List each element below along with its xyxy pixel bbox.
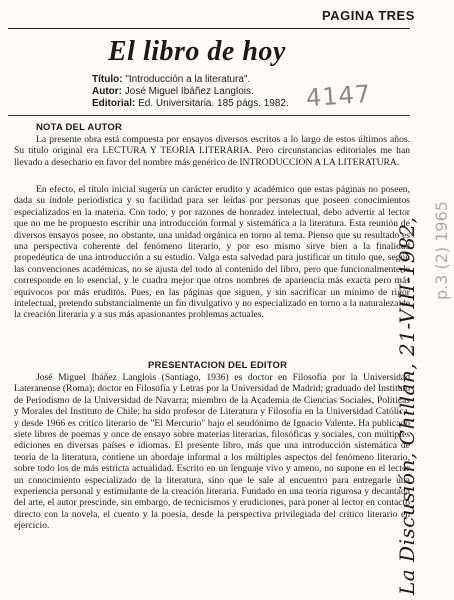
- author-note-text-2: En efecto, el título inicial sugería un carácter erudito y académico que estas páginas no poseen, dada su índole periodística y su facilidad para ser leídas por personas que poseen conocimientos especializados en la materia. Con todo, y por razones de honradez intelectual, debo advertir al lector que no me he propuesto escribir una introducción formal y sistemática a la literatura. Esta reunión de diversos ensayos posee, no obstante, una unidad orgánica en torno al tema. Pienso que su resultado es una perspectiva coherente del fenómeno literario, y por eso mismo sirve bien a la finalidad propedéutica de una introducción a su estudio. Valga esta salvedad para justificar un título que, según las convenciones académicas, no se ajusta del todo al contenido del libro, pero que funcionalmente le corresponde en lo esencial, y le cuadra mejor que otros nombres de apariencia más exacta pero más equívocos por más eruditos. Pues, en las páginas que siguen, y sin sacrificar un mínimo de rigor intelectual, pretendo substancialmente un fin divulgativo y no especializado en torno a la naturaleza de la creación literaria y a sus más apasionantes problemas actuales.: [14, 184, 410, 321]
- handwritten-source-annotation: La Discusión, Chillán, 21-VIII-1982,: [395, 216, 419, 595]
- book-editorial-key: Editorial:: [92, 98, 136, 109]
- book-author-value: José Miguel Ibáñez Langlois.: [124, 86, 254, 97]
- book-metadata: [92, 74, 289, 110]
- divider-rule: [8, 115, 410, 116]
- author-note-heading: NOTA DEL AUTOR: [36, 122, 123, 133]
- book-editorial-value: Ed. Universitaria. 185 págs. 1982.: [138, 98, 289, 109]
- author-note-paragraph-1: [14, 134, 410, 168]
- book-title-key: Título:: [92, 74, 123, 85]
- handwritten-page-annotation: p.3 (2) 1965: [432, 201, 451, 300]
- book-author-line: [92, 86, 289, 98]
- book-editorial-line: [92, 98, 289, 110]
- page-title: El libro de hoy: [108, 36, 286, 67]
- section-label: PAGINA TRES: [322, 8, 415, 23]
- handwritten-catalog-number: 4147: [305, 79, 372, 113]
- book-title-line: [92, 74, 289, 86]
- editor-presentation-heading: PRESENTACION DEL EDITOR: [148, 360, 288, 371]
- book-author-key: Autor:: [92, 86, 122, 97]
- editor-presentation-paragraph: [14, 372, 410, 532]
- author-note-text-1: La presente obra está compuesta por ensayos diversos escritos a lo largo de estos últimos años. Su título original era LECTURA Y TEORIA LITERARIA. Pero circunstancias editoriales me han llevado a desechario en favor del nombre más genérico de INTRODUCCION A LA LITERATURA.: [14, 134, 410, 168]
- top-rule: [8, 28, 410, 29]
- editor-presentation-text: José Miguel Ibáñez Langlois (Santiago, 1936) es doctor en Filosofía por la Universidad Lateranense (Roma); doctor en Filosofía y Letras por la Universidad de Madrid; graduado del Instituto de Periodismo de la Universidad de Navarra; miembro de la Academia de Ciencias Sociales, Políticas y Morales del Instituto de Chile; ha sido profesor de Literatura y Filosofía en la Universidad Católica, y desde 1966 es crítico literario de "El Mercurio" bajo el seudónimo de Ignacio Valente. Ha publicado siete libros de poemas y once de ensayo sobre materias literarias, filosóficas y sociales, con múltiples ediciones en diversas países e idiomas. El presente libro, más que una introducción sistemática de teoría de la literatura, contiene un abordaje informal a los múltiples aspectos del fenómeno literario, sobre todo los de más estricta actualidad. Escrito en un lenguaje vivo y ameno, no supone en el lector un conocimiento especializado de la literatura, sino que le sale al encuentro para entregarle una experiencia personal y estimulante de la creación literaria. Fundado en una teoría rigurosa y decantada del arte, el autor prescinde, sin embargo, de tecnicismos y erudiciones, para poner al lector en contacto directo con la novela, el cuento y la poesía, desde la perspectiva privilegiada del crítico literario en ejercicio.: [14, 372, 410, 532]
- book-title-value: "Introducción a la literatura".: [125, 74, 251, 85]
- author-note-paragraph-2: [14, 184, 410, 321]
